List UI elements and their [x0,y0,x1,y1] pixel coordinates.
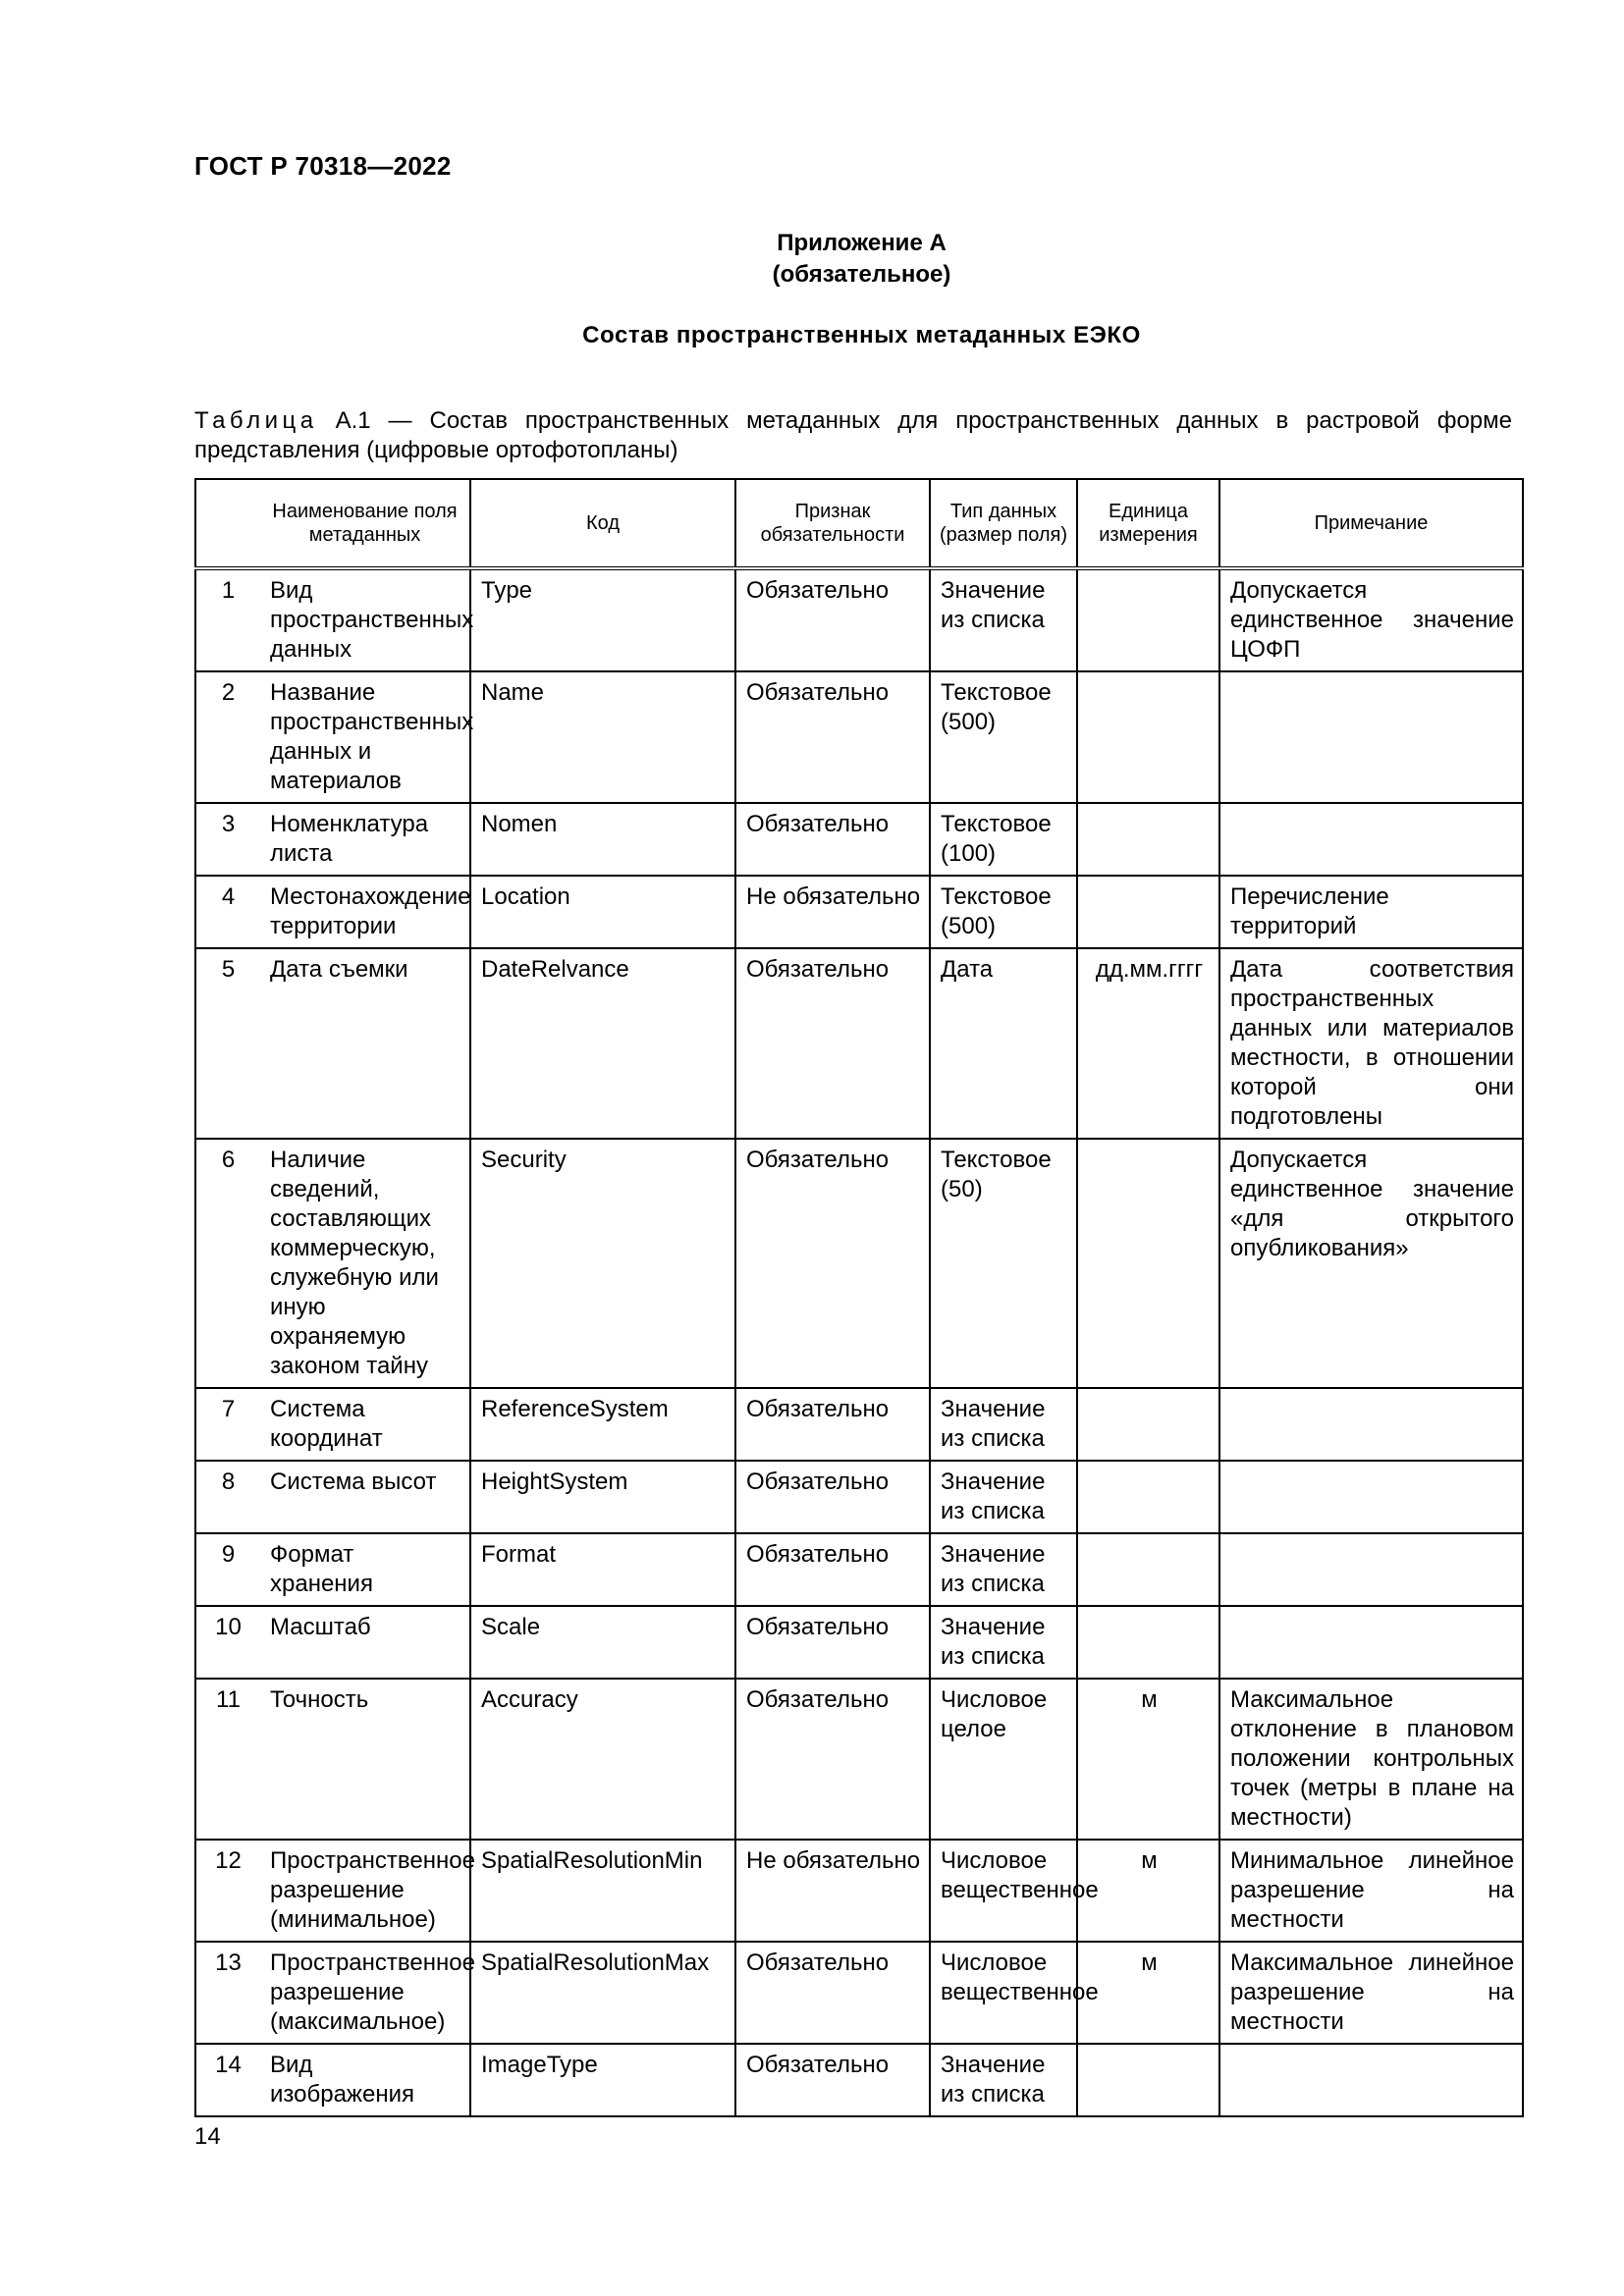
field-type: Значение из списка [930,1388,1077,1461]
row-number: 1 [195,568,260,671]
table-row [195,1388,1523,1461]
row-number: 13 [195,1942,260,2044]
table-row [195,1679,1523,1840]
field-required: Обязательно [735,1942,930,2044]
table-caption-label: Таблица [194,407,318,434]
field-type: Числовое целое [930,1679,1077,1840]
field-code: SpatialResolutionMin [470,1840,735,1942]
table-caption-text: А.1 — Состав пространственных метаданных для пространственных данных в растровой форме представления (цифровые ортофотопланы) [194,407,1512,463]
field-code: ImageType [470,2044,735,2116]
document-header: ГОСТ Р 70318—2022 [194,151,452,181]
field-required: Обязательно [735,1139,930,1388]
field-type: Значение из списка [930,1606,1077,1679]
field-type: Дата [930,948,1077,1139]
field-required: Обязательно [735,1533,930,1606]
header-name: Наименование поля метаданных [260,479,470,568]
field-code: Type [470,568,735,671]
field-unit [1077,1461,1219,1533]
row-number: 6 [195,1139,260,1388]
field-code: Scale [470,1606,735,1679]
field-type: Текстовое (500) [930,876,1077,948]
field-note [1219,1533,1523,1606]
field-name: Формат хранения [260,1533,470,1606]
field-name: Система координат [260,1388,470,1461]
field-name: Местонахождение территории [260,876,470,948]
appendix-heading: Состав пространственных метаданных ЕЭКО [582,322,1141,348]
field-type: Текстовое (100) [930,803,1077,876]
field-name: Дата съемки [260,948,470,1139]
field-note: Допускается единственное значение «для открытого опубликования» [1219,1139,1523,1388]
field-note: Минимальное линейное разрешение на местности [1219,1840,1523,1942]
field-code: ReferenceSystem [470,1388,735,1461]
row-number: 11 [195,1679,260,1840]
header-note: Примечание [1219,479,1523,568]
table-body [195,568,1523,2116]
field-code: HeightSystem [470,1461,735,1533]
page-number: 14 [194,2123,221,2150]
field-unit [1077,1606,1219,1679]
table-caption [194,406,1512,465]
field-required: Обязательно [735,1388,930,1461]
field-code: Accuracy [470,1679,735,1840]
field-required: Не обязательно [735,1840,930,1942]
field-code: Location [470,876,735,948]
field-type: Числовое вещественное [930,1840,1077,1942]
table-row [195,948,1523,1139]
appendix-status: (обязательное) [772,261,951,288]
field-note [1219,803,1523,876]
field-required: Обязательно [735,1461,930,1533]
field-unit: м [1077,1679,1219,1840]
table-row [195,1533,1523,1606]
metadata-table [194,478,1524,2117]
field-name: Название пространственных данных и материалов [260,671,470,803]
field-type: Значение из списка [930,1461,1077,1533]
field-type: Значение из списка [930,2044,1077,2116]
field-unit [1077,1139,1219,1388]
field-required: Обязательно [735,2044,930,2116]
row-number: 10 [195,1606,260,1679]
header-code: Код [470,479,735,568]
field-unit [1077,803,1219,876]
table-row [195,1942,1523,2044]
field-name: Пространственное разрешение (максимальное) [260,1942,470,2044]
field-note [1219,671,1523,803]
row-number: 3 [195,803,260,876]
table-header-row [195,479,1523,568]
header-unit: Единица измерения [1077,479,1219,568]
row-number: 4 [195,876,260,948]
field-name: Вид пространственных данных [260,568,470,671]
field-required: Не обязательно [735,876,930,948]
field-name: Система высот [260,1461,470,1533]
table-row [195,2044,1523,2116]
field-type: Текстовое (50) [930,1139,1077,1388]
header-type: Тип данных (размер поля) [930,479,1077,568]
row-number: 2 [195,671,260,803]
field-note: Допускается единственное значение ЦОФП [1219,568,1523,671]
field-required: Обязательно [735,671,930,803]
field-unit: м [1077,1840,1219,1942]
field-code: Nomen [470,803,735,876]
row-number: 5 [195,948,260,1139]
field-code: DateRelvance [470,948,735,1139]
field-name: Масштаб [260,1606,470,1679]
field-code: Name [470,671,735,803]
row-number: 9 [195,1533,260,1606]
field-required: Обязательно [735,803,930,876]
field-unit [1077,568,1219,671]
field-note: Максимальное отклонение в плановом положении контрольных точек (метры в плане на местности) [1219,1679,1523,1840]
field-name: Точность [260,1679,470,1840]
field-type: Значение из списка [930,1533,1077,1606]
field-name: Номенклатура листа [260,803,470,876]
header-number [195,479,260,568]
field-code: Format [470,1533,735,1606]
table-row [195,568,1523,671]
table-row [195,803,1523,876]
field-type: Значение из списка [930,568,1077,671]
field-unit [1077,2044,1219,2116]
field-note [1219,1388,1523,1461]
table-row [195,1606,1523,1679]
field-unit: м [1077,1942,1219,2044]
field-name: Пространственное разрешение (минимальное) [260,1840,470,1942]
field-required: Обязательно [735,568,930,671]
row-number: 7 [195,1388,260,1461]
field-type: Текстовое (500) [930,671,1077,803]
field-unit [1077,1533,1219,1606]
field-name: Вид изображения [260,2044,470,2116]
field-type: Числовое вещественное [930,1942,1077,2044]
table-row [195,671,1523,803]
field-code: Security [470,1139,735,1388]
field-required: Обязательно [735,1679,930,1840]
field-note [1219,2044,1523,2116]
field-name: Наличие сведений, составляющих коммерческую, служебную или иную охраняемую законом тайну [260,1139,470,1388]
field-unit [1077,876,1219,948]
field-note [1219,1461,1523,1533]
field-unit [1077,1388,1219,1461]
table-row [195,876,1523,948]
field-unit: дд.мм.гггг [1077,948,1219,1139]
row-number: 8 [195,1461,260,1533]
field-note: Перечисление территорий [1219,876,1523,948]
appendix-title: Приложение А [777,230,947,256]
table-row [195,1461,1523,1533]
field-note: Дата соответствия пространственных данных или материалов местности, в отношении которой они подготовлены [1219,948,1523,1139]
header-required: Признак обязательности [735,479,930,568]
field-note: Максимальное линейное разрешение на местности [1219,1942,1523,2044]
table-row [195,1840,1523,1942]
field-required: Обязательно [735,1606,930,1679]
field-code: SpatialResolutionMax [470,1942,735,2044]
field-note [1219,1606,1523,1679]
row-number: 14 [195,2044,260,2116]
row-number: 12 [195,1840,260,1942]
field-unit [1077,671,1219,803]
table-row [195,1139,1523,1388]
field-required: Обязательно [735,948,930,1139]
